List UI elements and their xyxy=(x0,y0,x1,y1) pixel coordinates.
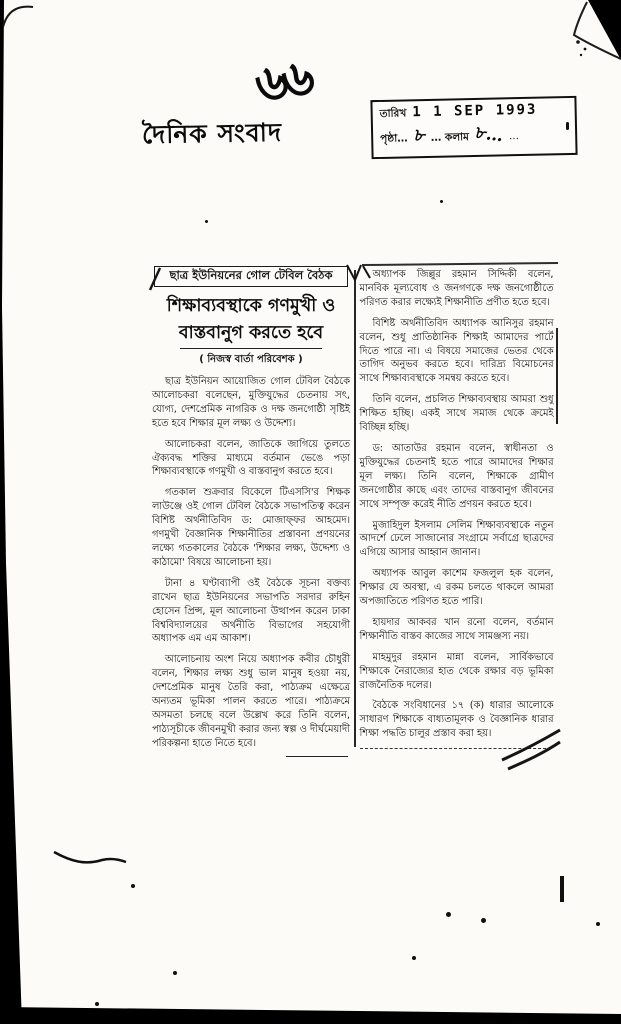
article-paragraph: গতকাল শুক্রবার বিকেলে টিএসসি'র শিক্ষক লাউঞ্জে ওই গোল টেবিল বৈঠকে সভাপতিত্ব করেন বিশিষ্ট অর্থনীতিবিদ ড: মোজাফ্ফর আহমেদ। গণমুখী বৈজ্ঞানিক শিক্ষানীতির প্রস্তাবনা প্রণয়নের লক্ষ্যে গতকালের বৈঠকে 'শিক্ষার লক্ষ্য, উদ্দেশ্য ও কাঠামো' বিষয়ে আলোচনা হয়। xyxy=(152,487,350,568)
article-paragraph: অধ্যাপক জিল্লুর রহমান সিদ্দিকী বলেন, মানবিক মূল্যবোধ ও জনগণকে দক্ষ জনগোষ্ঠীতে পরিণত করার লক্ষ্যেই শিক্ষানীতি প্রণীত হতে হবে। xyxy=(359,269,554,308)
top-left-corner-curl xyxy=(0,0,38,32)
right-column-paragraphs xyxy=(360,268,554,741)
article-paragraph: ছাত্র ইউনিয়ন আয়োজিত গোল টেবিল বৈঠকে আলোচকরা বলেছেন, মুক্তিযুদ্ধের চেতনায় সৎ, যোগ্য, দেশপ্রেমিক নাগরিক ও দক্ষ জনগোষ্ঠী সৃষ্টিই হতে হবে শিক্ষার মূল লক্ষ্য ও উদ্দেশ্য। xyxy=(152,376,350,429)
article-headline: শিক্ষাব্যবস্থাকে গণমুখী ও বাস্তবানুগ করতে হবে xyxy=(166,295,336,343)
left-column-paragraphs xyxy=(152,375,350,751)
article-paragraph: মাহমুদুর রহমান মান্না বলেন, সার্বিকভাবে শিক্ষাকে নৈরাজ্যের হাত থেকে রক্ষার বড় ভূমিকা রাজনৈতিক দলের। xyxy=(359,651,554,691)
article-paragraph: বৈঠকে সংবিধানের ১৭ (ক) ধারার আলোকে সাধারণ শিক্ষাকে বাধ্যতামূলক ও বৈজ্ঞানিক ধারার শিক্ষা পদ্ধতি চালুর প্রস্তাব করা হয়। xyxy=(359,700,554,740)
headline-underline xyxy=(180,348,323,349)
scan-speck xyxy=(95,1002,99,1006)
clipping-torn-top-edge xyxy=(362,262,558,266)
stamp-page-value: ৮ xyxy=(411,125,428,147)
article-columns xyxy=(152,266,560,757)
scan-speck xyxy=(131,884,135,888)
scan-speck xyxy=(446,912,451,917)
scan-speck xyxy=(481,918,486,923)
handwritten-flourish xyxy=(498,724,564,772)
newspaper-masthead: দৈনিক সংবাদ xyxy=(141,117,283,150)
article-paragraph: বিশিষ্ট অর্থনীতিবিদ অধ্যাপক আনিসুর রহমান বলেন, শুধু প্রাতিষ্ঠানিক শিক্ষাই আমাদের পার্টে দিতে পারে না। এ বিষয়ে সমাজের ভেতর থেকে তাগিদ অনুভব করতে হবে। দারিদ্র্য বিমোচনের সাথে শিক্ষাব্যবস্থাকে সমন্বয় করতে হবে। xyxy=(359,317,554,385)
stamp-column-value: ৮… xyxy=(472,123,506,147)
scan-squiggle-artifact xyxy=(52,848,130,870)
article-paragraph: তিনি বলেন, প্রচলিত শিক্ষাব্যবস্থায় আমরা শুধু শিক্ষিত হচ্ছি। একই সাথে সমাজ থেকে ক্রমেই বিচ্ছিন্ন হচ্ছি। xyxy=(359,394,554,434)
scan-speck xyxy=(412,956,416,960)
scan-bottom-edge xyxy=(0,1004,621,1024)
article-paragraph: আলোচনায় অংশ নিয়ে অধ্যাপক কবীর চৌধুরী বলেন, শিক্ষার লক্ষ্য শুধু ভাল মানুষ হওয়া নয়, দেশপ্রেমিক মানুষ তৈরি করা, পাঠ্যক্রম এক্ষেত্রে অন্যতম ভূমিকা পালন করতে পারে। পাঠ্যক্রমে অসমতা চলছে বলে উল্লেখ করে তিনি বলেন, পাঠ্যসূচীকে জীবনমুখী করার জন্য স্বল্প ও দীর্ঘমেয়াদী পরিকল্পনা হাতে নিতে হবে। xyxy=(152,654,350,749)
scan-speck xyxy=(560,876,564,902)
clipping-right-edge-mark xyxy=(556,328,558,424)
article-right-column xyxy=(360,266,554,757)
stamp-column-label: … কলাম xyxy=(430,131,470,144)
handwritten-slash-mark xyxy=(147,266,163,292)
scan-speck xyxy=(596,922,600,926)
scan-speck xyxy=(173,971,177,975)
column-divider-rule xyxy=(354,270,356,747)
handwritten-archive-number: ৬৬ xyxy=(250,47,313,114)
handwritten-check-mark xyxy=(344,263,374,283)
left-column-end-rule xyxy=(286,756,348,757)
date-stamp-box xyxy=(370,96,577,159)
stamp-page-label: পৃষ্ঠা… xyxy=(380,132,408,145)
article-paragraph: মুজাহিদুল ইসলাম সেলিম শিক্ষাব্যবস্থাকে নতুন আদর্শে ঢেলে সাজানোর সংগ্রামে সর্বাগ্রে ছাত্রদের এগিয়ে আসার আহ্বান জানান। xyxy=(359,519,554,559)
scan-speck xyxy=(440,200,443,203)
scan-left-edge xyxy=(0,0,24,1024)
article-paragraph: টানা ৪ ঘণ্টাব্যাপী ওই বৈঠকে সূচনা বক্তব্য রাখেন ছাত্র ইউনিয়নের সভাপতি সরদার রুহিন হোসেন প্রিন্স, মূল আলোচনা উত্থাপন করেন ঢাকা বিশ্ববিদ্যালয়ের অর্থনীতি বিভাগের সহযোগী অধ্যাপক এম এম আকাশ। xyxy=(152,577,350,645)
stamp-page-row xyxy=(380,120,569,152)
article-paragraph: ড: আতাউর রহমান বলেন, স্বাধীনতা ও মুক্তিযুদ্ধের চেতনাই হতে পারে আমাদের শিক্ষার মূল লক্ষ্য। তিনি বলেন, শিক্ষাকে গ্রামীণ জনগোষ্ঠীর কাছে এবং তাদের বাস্তবানুগ জীবনের সাথে সম্পৃক্ত করেই নীতি প্রণয়ন করতে হবে। xyxy=(359,442,554,510)
scan-speck xyxy=(205,220,208,223)
article-kicker: ছাত্র ইউনিয়নের গোল টেবিল বৈঠক xyxy=(154,266,348,287)
newspaper-clipping xyxy=(152,266,560,757)
scan-speck xyxy=(566,122,569,130)
article-paragraph: আলোচকরা বলেন, জাতিকে জাগিয়ে তুলতে ঐক্যবদ্ধ শক্তির মাধ্যমে বর্তমান ভেঙে পড়া শিক্ষাব্যবস্থাকে গণমুখী ও বাস্তবানুগ করতে হবে। xyxy=(152,438,350,478)
article-byline: ( নিজস্ব বার্তা পরিবেশক ) xyxy=(199,354,303,366)
stamp-date-value: 1 1 SEP 1993 xyxy=(412,101,538,121)
folded-corner xyxy=(551,0,621,95)
stamp-date-label: তারিখ xyxy=(379,107,407,120)
article-left-column xyxy=(152,266,350,757)
stamp-trailing-dots: … xyxy=(508,131,521,143)
article-paragraph: হায়দার আকবর খান রনো বলেন, বর্তমান শিক্ষানীতি বাস্তব কাজের সাথে সামঞ্জস্য নয়। xyxy=(359,616,554,642)
article-paragraph: অধ্যাপক আবুল কাশেম ফজলুল হক বলেন, শিক্ষার যে অবস্থা, এ রকম চলতে থাকলে আমরা অপজাতিতে পরিণত হতে পারি। xyxy=(359,568,554,608)
